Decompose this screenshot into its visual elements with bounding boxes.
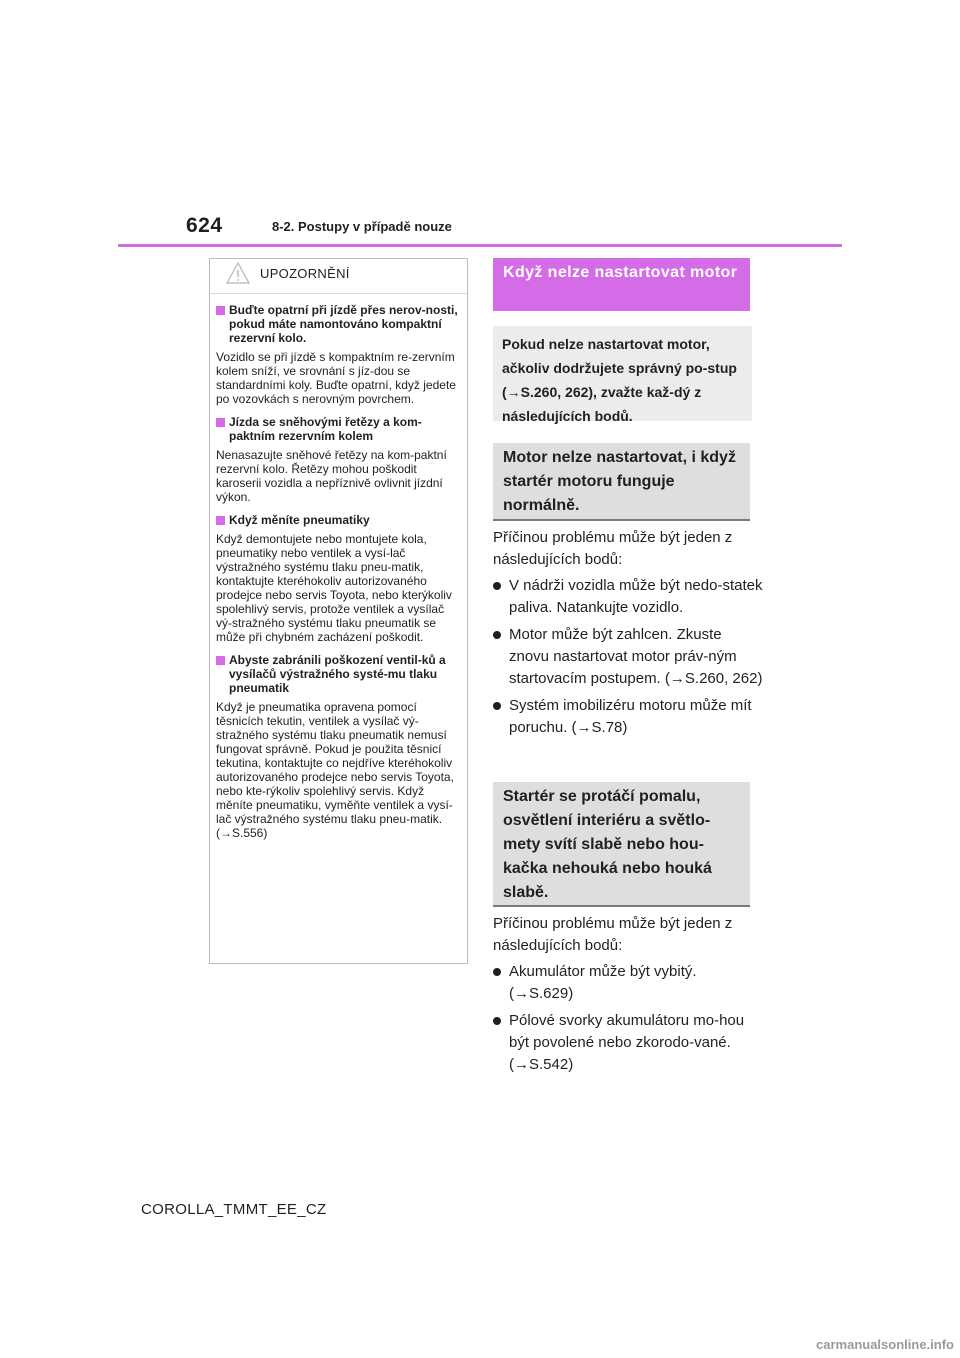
subheading-starter-slow: Startér se protáčí pomalu, osvětlení interiéru a světlo-mety svítí slabě nebo hou-kačka nehouká nebo houká slabě. bbox=[493, 782, 750, 907]
bullet-dot-icon bbox=[493, 582, 501, 590]
section-banner: Když nelze nastartovat motor bbox=[493, 258, 750, 311]
warning-item-body: Když demontujete nebo montujete kola, pneumatiky nebo ventilek a vysí-lač výstražného systému tlaku pneu-matik, kontaktujte kteréhokoliv autorizovaného prodejce nebo servis Toyota, nebo kterýkoliv spolehlivý servis, protože ventilek a vysílač vý-stražného systému tlaku pneumatik se může při chybném zacházení poškodit. bbox=[216, 532, 452, 644]
list-item-text: Pólové svorky akumulátoru mo-hou být povolené nebo zkorodo-vané. (→S.542) bbox=[509, 1012, 745, 1073]
subheading-engine-no-start: Motor nelze nastartovat, i když startér motoru funguje normálně. bbox=[493, 443, 750, 521]
list-item bbox=[493, 695, 763, 739]
watermark: carmanualsonline.info bbox=[816, 1337, 954, 1352]
list-item-text: Systém imobilizéru motoru může mít poruchu. (→S.78) bbox=[509, 697, 752, 736]
square-bullet-icon bbox=[216, 306, 225, 315]
list-item bbox=[493, 575, 763, 619]
header-rule bbox=[118, 244, 842, 247]
bullet-list bbox=[493, 961, 763, 1081]
bullet-dot-icon bbox=[493, 702, 501, 710]
warning-item-heading-text: Buďte opatrní při jízdě přes nerov-nosti, pokud máte namontováno kompaktní rezervní kolo. bbox=[229, 303, 458, 345]
bullet-dot-icon bbox=[493, 968, 501, 976]
list-item-text: Motor může být zahlcen. Zkuste znovu nastartovat motor práv-ným startovacím postupem. (→S.260, 262) bbox=[509, 626, 763, 687]
warning-item-heading-text: Abyste zabránili poškození ventil-ků a vysílačů výstražného systé-mu tlaku pneumatik bbox=[229, 653, 446, 695]
warning-title: UPOZORNĚNÍ bbox=[260, 265, 350, 281]
warning-item bbox=[216, 415, 461, 504]
warning-item-heading bbox=[216, 303, 461, 345]
list-item-text: Akumulátor může být vybitý. (→S.629) bbox=[509, 963, 697, 1002]
warning-box bbox=[209, 258, 468, 964]
list-item bbox=[493, 961, 763, 1005]
warning-item-heading bbox=[216, 653, 461, 695]
square-bullet-icon bbox=[216, 516, 225, 525]
warning-item-body: Nenasazujte sněhové řetězy na kom-paktní rezervní kolo. Řetězy mohou poškodit karoserii vozidla a nepříznivě ovlivnit jízdní výkon. bbox=[216, 448, 447, 504]
warning-item bbox=[216, 303, 461, 406]
square-bullet-icon bbox=[216, 656, 225, 665]
list-item bbox=[493, 624, 763, 690]
list-item-text: V nádrži vozidla může být nedo-statek paliva. Natankujte vozidlo. bbox=[509, 577, 763, 616]
bullet-dot-icon bbox=[493, 631, 501, 639]
section-intro: Příčinou problému může být jeden z následujících bodů: bbox=[493, 529, 733, 568]
warning-triangle-icon bbox=[226, 262, 250, 284]
bullet-list bbox=[493, 575, 763, 744]
square-bullet-icon bbox=[216, 418, 225, 427]
footer-code: COROLLA_TMMT_EE_CZ bbox=[141, 1201, 327, 1218]
warning-item-heading bbox=[216, 415, 461, 443]
warning-item-body: Vozidlo se při jízdě s kompaktním re-zervním kolem sníží, ve srovnání s jíz-dou se standardními koly. Buďte opatrní, když jedete po vozovkách s nerovným povrchem. bbox=[216, 350, 456, 406]
warning-item-heading-text: Když měníte pneumatiky bbox=[229, 513, 370, 527]
warning-item bbox=[216, 513, 461, 644]
warning-item-heading bbox=[216, 513, 461, 527]
section-title: 8-2. Postupy v případě nouze bbox=[272, 219, 452, 234]
warning-item-body: Když je pneumatika opravena pomocí těsnicích tekutin, ventilek a vysílač vý-stražného systému tlaku pneumatik nemusí fungovat správně. Pokud je použita těsnicí tekutina, kontaktujte co nejdříve kteréhokoliv autorizovaného prodejce nebo servis Toyota, nebo kte-rýkoliv spolehlivý servis. Když měníte pneumatiku, vyměňte ventilek a vysí-lač výstražného systému tlaku pneu-matik. (→S.556) bbox=[216, 700, 454, 840]
warning-header bbox=[210, 259, 467, 294]
section-intro: Příčinou problému může být jeden z následujících bodů: bbox=[493, 915, 733, 954]
warning-item-heading-text: Jízda se sněhovými řetězy a kom-paktním rezervním kolem bbox=[229, 415, 422, 443]
intro-box: Pokud nelze nastartovat motor, ačkoliv dodržujete správný po-stup (→S.260, 262), zvažte kaž-dý z následujících bodů. bbox=[493, 326, 752, 421]
page-number: 624 bbox=[186, 214, 223, 237]
list-item bbox=[493, 1010, 763, 1076]
bullet-dot-icon bbox=[493, 1017, 501, 1025]
warning-item bbox=[216, 653, 461, 840]
